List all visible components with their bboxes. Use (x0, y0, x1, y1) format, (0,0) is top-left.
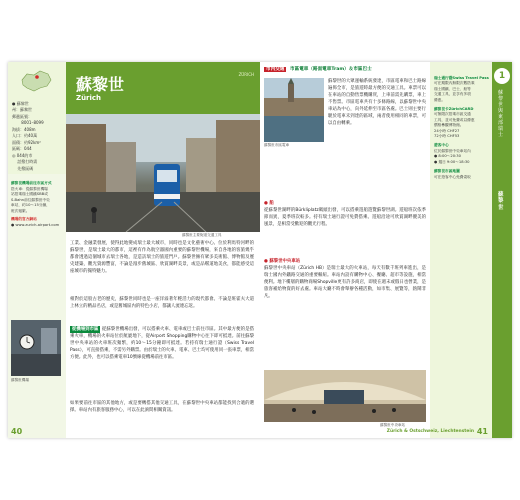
side-column-line: 價格參觀博物館。 (434, 123, 464, 128)
side-column-line: 瑞士國鐵、巴士、船等 (434, 86, 471, 91)
right-col-content (434, 76, 489, 180)
airport-photo-caption: 蘇黎世機場 (11, 378, 29, 382)
page-number-right: 41 (476, 427, 488, 436)
side-column-heading: 遊客中心 (434, 143, 449, 148)
left-sidebar-content (11, 181, 63, 228)
side-column-line: 72小時 CHF53 (434, 134, 460, 139)
side-column-line: 交通工具，並享有多項 (434, 92, 471, 97)
info-row: 先撥區碼 (12, 165, 34, 171)
city-title-zh: 蘇黎世 (76, 75, 125, 94)
side-column-line: 可無限次搭乘市區交通 (434, 112, 471, 117)
right-page (260, 62, 512, 438)
info-row: 8001–8099 (12, 120, 44, 125)
side-column-line: ● 8:00～20:30 (434, 154, 461, 159)
info-row: 郵遞區號： (12, 113, 32, 119)
transit-photo (264, 78, 324, 142)
sidebar-line: 搭火車：從蘇黎世機場 (11, 186, 48, 191)
chapter-title: 蘇黎世與東部瑞士 (498, 90, 504, 138)
section-tag: 市內交通 (266, 67, 285, 72)
info-row: 州：蘇黎世 (12, 107, 32, 112)
title-wordmark: ZÜRICH (238, 72, 254, 77)
ship-section (264, 200, 426, 228)
switzerland-map-icon (18, 68, 54, 94)
transit-text: 蘇黎世的大眾運輸系統發達，市區電車和巴士路線遍佈全市，是旅遊時最方便的交通工具。車票可以在車站的自動售票機購買，上車前需先購票，車上不售票。市區電車共有十多條路線，以蘇黎世中央車站為中心，向外延伸至市區各處。巴士則主要行駛於電車未到達的區域，兩者使用相同的車票，可以自由轉乘。 (328, 79, 426, 126)
side-column-heading: 蘇黎世市區地圖 (434, 169, 460, 174)
sidebar-line: ● www.zurich-airport.com (11, 222, 60, 227)
sidebar-line: 車站，約10～15分鐘， (11, 203, 50, 207)
sidebar-heading: 蘇黎世機場前往市區方式 (11, 181, 52, 185)
chapter-city: 蘇黎世 (498, 192, 504, 211)
station-photo-caption: 蘇黎世中央車站 (380, 423, 406, 427)
side-column-heading: 蘇黎世卡ZürichCARD (434, 107, 474, 112)
page-number-left: 40 (11, 427, 23, 436)
guidebook-spread (8, 62, 512, 438)
tram-photo-caption: 蘇黎世主要街道交通工具 (182, 233, 222, 237)
city-title-en: Zürich (76, 94, 102, 102)
info-row: ● 蘇黎世 (12, 100, 29, 106)
side-column-line: 位於蘇黎世中央車站內 (434, 148, 471, 153)
city-title-band (66, 62, 260, 114)
airport-access-text: 從蘇黎世機場出發，可以搭乘火車、電車或巴士前往市區。其中最方便的是搭乘火車，機場的火車站位於航廈地下，從Airport Shopping購物中心往下即可抵達。前往蘇黎世中央車站的火車班次頻繁，約10～15分鐘即可抵達。若持有瑞士通行證（Swiss Travel Pass），可直接搭乘，不需另外購票。由於瑞士的火車、電車、巴士均可使用同一張車票，相當方便。此外，也可以搭乘電車10號線從機場前往市區。 (70, 327, 254, 360)
station-photo (264, 370, 426, 422)
station-section (264, 258, 426, 300)
chapter-number: 1 (494, 68, 510, 84)
ship-text: 從蘇黎世湖畔的Bürkliplatz碼頭出發，可以搭乘遊船遊覽蘇黎世湖。遊船班次依季節而異，夏季班次較多。持有瑞士通行證可免費搭乘。遊船沿途可欣賞湖畔優美的風景，是相當受歡迎的觀光行程。 (264, 208, 426, 227)
info-row: 海拔：408m (12, 126, 36, 132)
side-column-line: 24小時 CHF27 (434, 128, 460, 133)
ship-heading: ● 船 (264, 201, 274, 206)
sidebar-line: 班次頻繁。 (11, 208, 30, 213)
transit-section-heading (264, 66, 424, 73)
intro-paragraph: 工業、金融業發展，使得此地變成瑞士最大城市，同時也是文化藝術中心。位於利馬特河畔的蘇黎世，是瑞士最大的都市，這裡有作為航空器國內重要的蘇黎世機場，來自各地的客旅幾乎都會透過這個城市去瑞士各地，是造訪瑞士的旅遊門戶。蘇黎世擁有眾多美術館、博物館及歷史建築，觀光資源豐富，不論是漫步舊城區、欣賞湖畔美景，或是品嚐道地美食，都能感受這座城市的獨特魅力。 (70, 241, 254, 274)
info-row: 面積：約92km² (12, 139, 41, 145)
info-row: 區碼：044 (12, 146, 32, 151)
airport-access-text-2: 如果要前往市區的其他地方，或是要轉搭其他交通工具，在蘇黎世中央車站都能找到合適的選擇。車站內有旅客服務中心，可以在此詢問相關資訊。 (70, 401, 254, 413)
city-info-box (8, 62, 66, 174)
airport-scene-icon (11, 320, 61, 376)
side-column-line: 工具，並可免費或以優惠 (434, 117, 475, 122)
station-text: 蘇黎世中央車站（Zürich HB）是瑞士最大的火車站，每天有數千班列車進出，是瑞士國內外鐵路交通的重要樞紐。車站內設有購物中心、餐廳、超市等設施，相當便利。地下樓層的購物商場Shopville更有許多商店，即使在週末或假日也營業，是旅客補給物資的好去處。車站大廳不時會舉辦各種活動，如市集、展覽等，熱鬧非凡。 (264, 266, 426, 299)
side-column-line: 優惠。 (434, 97, 446, 102)
sidebar-line: 站搭乘瑞士國鐵SBB或 (11, 192, 48, 196)
airport-access-label: 從機場到市區 (72, 327, 99, 332)
intro-paragraph-2: 相對於這股古老的歷史，蘇黎世同時也是一座洋溢著年輕活力的現代都會。不論是班霍夫大道上林立的精品名店，或是舊城區內的特色小店，都讓人流連忘返。 (70, 297, 254, 309)
info-row: 話撥打時需 (12, 159, 38, 164)
chapter-tab (492, 62, 512, 438)
river-scene-icon (264, 78, 324, 142)
station-hall-icon (264, 370, 426, 422)
tram-street-photo (66, 114, 260, 232)
airport-access-section (70, 326, 254, 361)
left-sidebar (8, 174, 66, 438)
right-side-column (430, 62, 492, 438)
side-column-line: 可在期限內無限次數搭乘 (434, 81, 475, 86)
info-rows (12, 101, 63, 173)
airport-photo (11, 320, 61, 376)
side-column-heading: 瑞士通行證Swiss Travel Pass (434, 76, 489, 80)
sidebar-line: S-Bahn前往蘇黎世中央 (11, 197, 50, 202)
folio-text: Zürich & Ostschweiz, Liechtenstein (386, 429, 474, 434)
tram-scene-icon (66, 114, 260, 232)
side-column-line: 可在遊客中心免費索取 (434, 174, 471, 179)
side-column-line: ● 週日 9:00～18:30 (434, 159, 470, 164)
info-row: 人口：約40萬 (12, 133, 38, 138)
transit-photo-caption: 蘇黎世市區電車 (264, 143, 290, 147)
section-title: 市區電車（路面電車Tram）＆市區巴士 (290, 67, 372, 72)
info-row: ◎ 044的市 (12, 152, 33, 158)
station-heading: ● 蘇黎世中央車站 (264, 259, 301, 264)
left-page (8, 62, 260, 438)
sidebar-heading: 機場的官方網站 (11, 217, 37, 221)
